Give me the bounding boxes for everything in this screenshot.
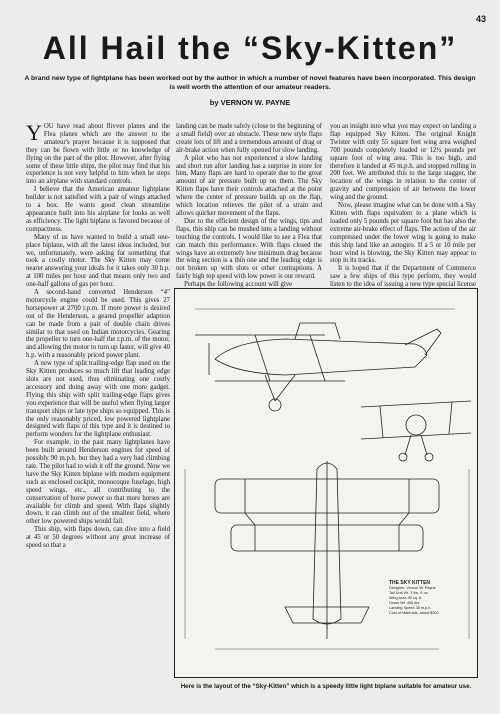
article-title: All Hail the “Sky-Kitten” xyxy=(42,30,458,66)
paragraph: Now, please imagine what can be done with a Sky Kitten with flaps equivalent to a plane which is loaded only 5 pounds per square foot but has also the extreme air-brake effect of flaps. The action of the air compressed under the lower wing is going to make this ship land like an autogiro. If a 5 or 10 mile per hour wind is blowing, the Sky Kitten may appear to stop in its tracks. xyxy=(330,202,476,265)
text-column-3 xyxy=(330,123,476,289)
paragraph: For example, in the past many lightplanes have been built around Henderson engines for speed of possibly 90 m.p.h. but they had a very bad climbing rate. The pilot had to wish it off the ground. Now we have the Sky Kitten biplane with modern equipment such as enclosed cockpit, monocoque fuselage, high speed wings, etc., all contributing to the conservation of horse power so that more horses are available for climb and speed. With flaps slightly down, it can climb out of the smallest field, where other low powered ships would fail. xyxy=(26,439,170,526)
paragraph: A pilot who has not experienced a slow landing and short run after landing has a surprise in store for him. Many flaps are hard to operate due to the great amount of air pressure built up on them. The Sky Kitten flaps have their controls attached at the point where the center of pressure builds up on the flap, which location relieves the pilot of a strain and allows quicker movement of the flaps. xyxy=(176,154,322,217)
aircraft-drawing-figure xyxy=(174,288,478,678)
drawing-spec: Tail Unit Wt. 3 lbs. 6 oz. xyxy=(389,591,429,595)
drawing-name: THE SKY KITTEN xyxy=(389,580,431,586)
drawing-spec: Wing Area 95 sq. ft. xyxy=(389,596,423,600)
drawing-spec: Cost of Materials, about $300 xyxy=(389,611,439,615)
paragraph: YOU have read about flivver planes and the Flea planes which are the answer to the amateur's prayer because it is supposed that they can be flown with little or no knowledge of flying on the part of the pilot. However, after flying some of these little ships, the pilot may find that his experience is not very helpful to him when he steps into an airplane with standard controls. xyxy=(26,120,170,186)
paragraph: Many of us have wanted to build a small one-place biplane, with all the latest ideas included, but we, unfortunately, were asking for something that took a costly motor. The Sky Kitten may come nearer answering your ideals for it takes only 30 h.p. at 100 miles per hour and that means only two and one-half gallons of gas per hour. xyxy=(26,233,170,289)
paragraph: landing can be made safely (close to the beginning of a small field) over an obstacle. These new style flaps create lots of lift and a tremendous amount of drag or air-brake action when fully opened for slow landing. xyxy=(176,123,322,154)
drop-cap: Y xyxy=(26,120,42,145)
side-view xyxy=(195,323,441,411)
figure-caption: Here is the layout of the “Sky-Kitten” which is a speedy little light biplane suitable for amateur use. xyxy=(180,683,472,690)
paragraph: I believe that the American amateur lightplane builder is not satisfied with a pair of wings attached to a box. He wants good clean streamline appearance built into his airplane for looks as well as efficiency. The light biplane is favored because of compactness. xyxy=(26,186,170,233)
drawing-spec: Gross Wt. 450 lbs. xyxy=(389,601,421,605)
page-number: 43 xyxy=(475,14,486,24)
front-view xyxy=(361,401,471,461)
article-deck: A brand new type of lightplane has been worked out by the author in which a number of novel features have been incorporated. This design is well worth the attention of our amateur readers. xyxy=(24,75,476,91)
paragraph: This ship, with flaps down, can dive into a field at 45 or 50 degrees without any great increase of speed so that a xyxy=(26,526,170,550)
paragraph: Perhaps the following account will give xyxy=(184,281,293,289)
aircraft-three-view-drawing xyxy=(175,289,479,679)
text-column-1 xyxy=(26,120,170,703)
drawing-title-block xyxy=(389,581,473,616)
text-column-2 xyxy=(176,123,322,289)
paragraph: you an insight into what you may expect on landing a flap equipped Sky Kitten. The original Knight Twister with only 55 square feet wing area weighed 700 pounds completely loaded or 12½ pounds per square foot of wing area. This is too high, and therefore it landed at 45 m.p.h. and stopped rolling in 200 feet. We attributed this to the large stagger, the location of the wings in relation to the center of gravity and compression of air between the lower wing and the ground. xyxy=(330,123,476,202)
paragraph: Due to the efficient design of the wings, tips and flaps, this ship can be mushed into a landing without touching the controls. I would like to see a Flea that can match this performance. With flaps closed the wings have an extremely low minimum drag because the wing section is a thin one and the leading edge is not broken up with slots or other contraptions. A fairly high top speed with low power is our reward. xyxy=(176,217,322,281)
drawing-designer: Designer: Vernon W. Payne xyxy=(389,586,436,590)
drawing-spec: Landing Speed 35 m.p.h. xyxy=(389,606,432,610)
paragraph: A second-hand converted Henderson “4” motorcycle engine could be used. This gives 27 horsepower at 2700 r.p.m. If more power is desired out of the Henderson, a geared propeller adaption can be made from a pair of double chain drives similar to that used on Indian motorcycles. Gearing the propeller to turn one-half the r.p.m. of the motor, and allowing the motor to turn up faster, will give 40 h.p. with a reasonably priced power plant. xyxy=(26,289,170,360)
paragraph: It is hoped that if the Department of Commerce saw a few ships of this type perform, they would listen to the idea of issuing a new type special license xyxy=(330,265,476,289)
byline: by VERNON W. PAYNE xyxy=(209,98,291,107)
paragraph: A new type of split trailing-edge flap used on the Sky Kitten produces so much lift that leading edge slots are not used, thus eliminating one costly accessory and doing away with one more gadget. Flying this ship with split trailing-edge flaps gives you experience that will be useful when flying larger transport ships or late type ships so equipped. This is the only reasonably priced, low powered lightplane designed with flaps of this type and it is destined to perform wonders for the lightplane enthusiast. xyxy=(26,360,170,439)
